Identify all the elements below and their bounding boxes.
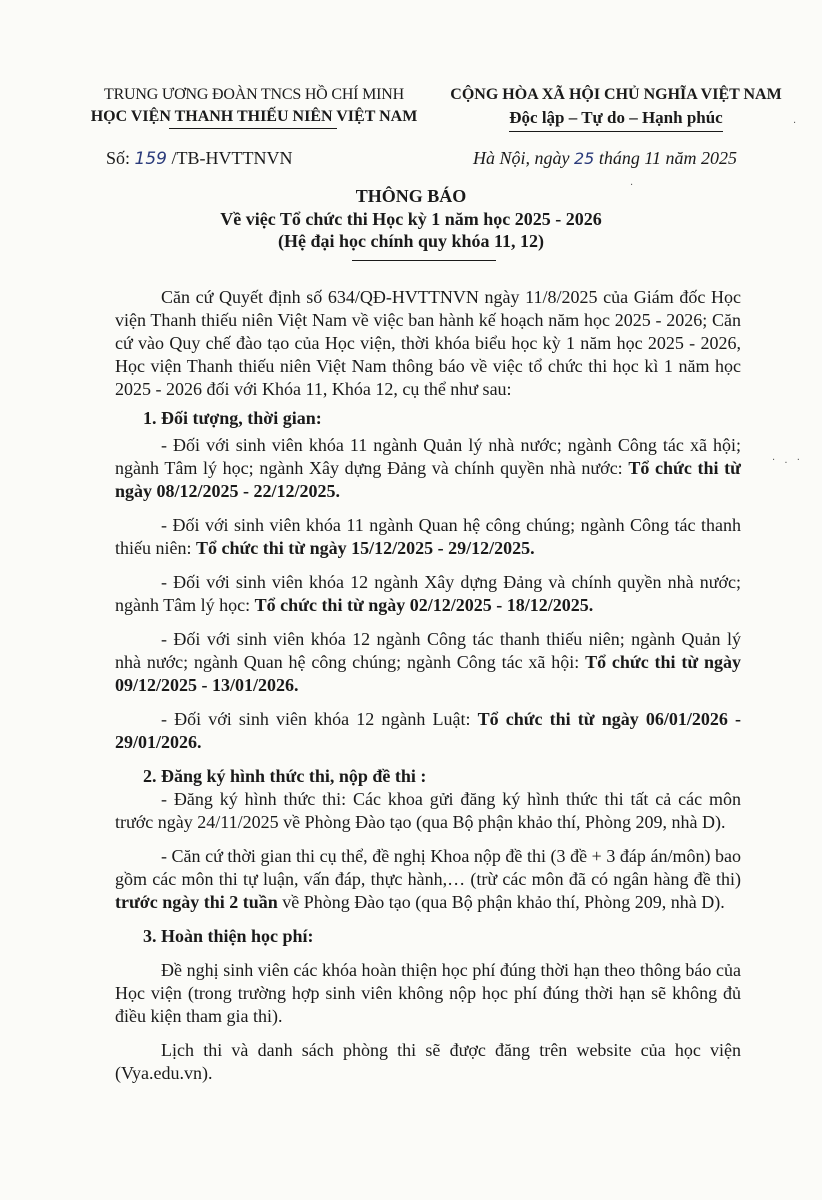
section2-heading: 2. Đăng ký hình thức thi, nộp đề thi :: [143, 766, 427, 786]
section3-paragraph: Đề nghị sinh viên các khóa hoàn thiện học phí đúng thời hạn theo thông báo của Học viện (trong trường hợp sinh viên không nộp học phí đúng thời hạn sẽ không đủ điều kiện tham gia thi).: [115, 960, 741, 1026]
intro-paragraph: Căn cứ Quyết định số 634/QĐ-HVTTNVN ngày 11/8/2025 của Giám đốc Học viện Thanh thiếu niên Việt Nam về việc ban hành kế hoạch năm học 2025 - 2026; Căn cứ vào Quy chế đào tạo của Học viện, thời khóa biểu học kỳ 1 năm học 2025 - 2026, Học viện Thanh thiếu niên Việt Nam thông báo về việc tổ chức thi học kì 1 năm học 2025 - 2026 đối với Khóa 11, Khóa 12, cụ thể như sau:: [115, 287, 741, 399]
issuing-organization: [78, 84, 430, 128]
item-exam-dates: Tổ chức thi từ ngày 09/12/2025 - 13/01/2026.: [115, 652, 742, 695]
national-motto: Độc lập – Tự do – Hạnh phúc: [509, 106, 722, 132]
section1-item: [115, 708, 741, 754]
document-body: [115, 286, 741, 1085]
org-name: HỌC VIỆN THANH THIẾU NIÊN VIỆT NAM: [90, 108, 418, 125]
doc-number-handwritten: 159: [134, 149, 167, 169]
section2-item-submission: [115, 845, 741, 914]
item-text: - Đối với sinh viên khóa 12 ngành Xây dựng Đảng và chính quyền nhà nước; ngành Tâm lý học:: [115, 572, 741, 615]
scan-speck: · . ·: [772, 455, 803, 466]
item-text: - Đối với sinh viên khóa 11 ngành Quan hệ công chúng; ngành Công tác thanh thiếu niên:: [115, 515, 741, 558]
item-text: - Đối với sinh viên khóa 12 ngành Luật:: [161, 709, 478, 729]
item-deadline: trước ngày thi 2 tuần: [115, 892, 278, 912]
date-day-handwritten: 25: [574, 149, 595, 168]
date-suffix: tháng 11 năm 2025: [594, 148, 738, 168]
national-heading: [436, 84, 796, 132]
org-underline: [169, 128, 337, 129]
doc-number-suffix: /TB-HVTTNVN: [166, 148, 293, 168]
document-subject: Về việc Tổ chức thi Học kỳ 1 năm học 2025 - 2026: [220, 209, 602, 229]
item-exam-dates: Tổ chức thi từ ngày 15/12/2025 - 29/12/2025.: [195, 538, 535, 558]
date-prefix: Hà Nội, ngày: [473, 148, 574, 168]
doc-number-prefix: Số:: [106, 148, 135, 168]
item-exam-dates: Tổ chức thi từ ngày 08/12/2025 - 22/12/2025.: [115, 458, 741, 501]
section1-item: [115, 434, 741, 503]
title-underline: [352, 260, 496, 261]
scan-speck: ·: [793, 118, 797, 129]
item-exam-dates: Tổ chức thi từ ngày 02/12/2025 - 18/12/2025.: [254, 595, 594, 615]
section1-item: [115, 514, 741, 560]
org-parent-name: TRUNG ƯƠNG ĐOÀN TNCS HỒ CHÍ MINH: [104, 86, 404, 103]
document-title-block: [120, 185, 702, 252]
closing-paragraph: Lịch thi và danh sách phòng thi sẽ được đăng trên website của học viện (Vya.edu.vn).: [115, 1040, 741, 1083]
section1-item: [115, 628, 741, 697]
section3-heading: 3. Hoàn thiện học phí:: [143, 926, 314, 946]
section2-item-registration: - Đăng ký hình thức thi: Các khoa gửi đăng ký hình thức thi tất cả các môn trước ngày 24/11/2025 về Phòng Đào tạo (qua Bộ phận khảo thí, Phòng 209, nhà D).: [115, 789, 741, 832]
item-text: - Đối với sinh viên khóa 12 ngành Công tác thanh thiếu niên; ngành Quản lý nhà nước; ngành Quan hệ công chúng; ngành Công tác xã hội:: [115, 629, 741, 672]
item-text: - Đối với sinh viên khóa 11 ngành Quản lý nhà nước; ngành Công tác xã hội; ngành Tâm lý học; ngành Xây dựng Đảng và chính quyền nhà nước:: [115, 435, 741, 478]
nation-name: CỘNG HÒA XÃ HỘI CHỦ NGHĨA VIỆT NAM: [450, 86, 782, 103]
section1-item: [115, 571, 741, 617]
document-number: [106, 146, 292, 171]
item-tail: về Phòng Đào tạo (qua Bộ phận khảo thí, Phòng 209, nhà D).: [277, 892, 725, 912]
document-title: THÔNG BÁO: [355, 186, 467, 206]
scan-speck: ·: [630, 180, 634, 191]
item-text: - Căn cứ thời gian thi cụ thể, đề nghị Khoa nộp đề thi (3 đề + 3 đáp án/môn) bao gồm các môn thi tự luận, vấn đáp, thực hành,… (trừ các môn đã có ngân hàng đề thi): [115, 846, 741, 889]
section1-heading: 1. Đối tượng, thời gian:: [143, 408, 322, 428]
issue-date: [473, 146, 737, 171]
document-scope: (Hệ đại học chính quy khóa 11, 12): [277, 231, 545, 251]
item-exam-dates: Tổ chức thi từ ngày 06/01/2026 - 29/01/2026.: [115, 709, 741, 752]
